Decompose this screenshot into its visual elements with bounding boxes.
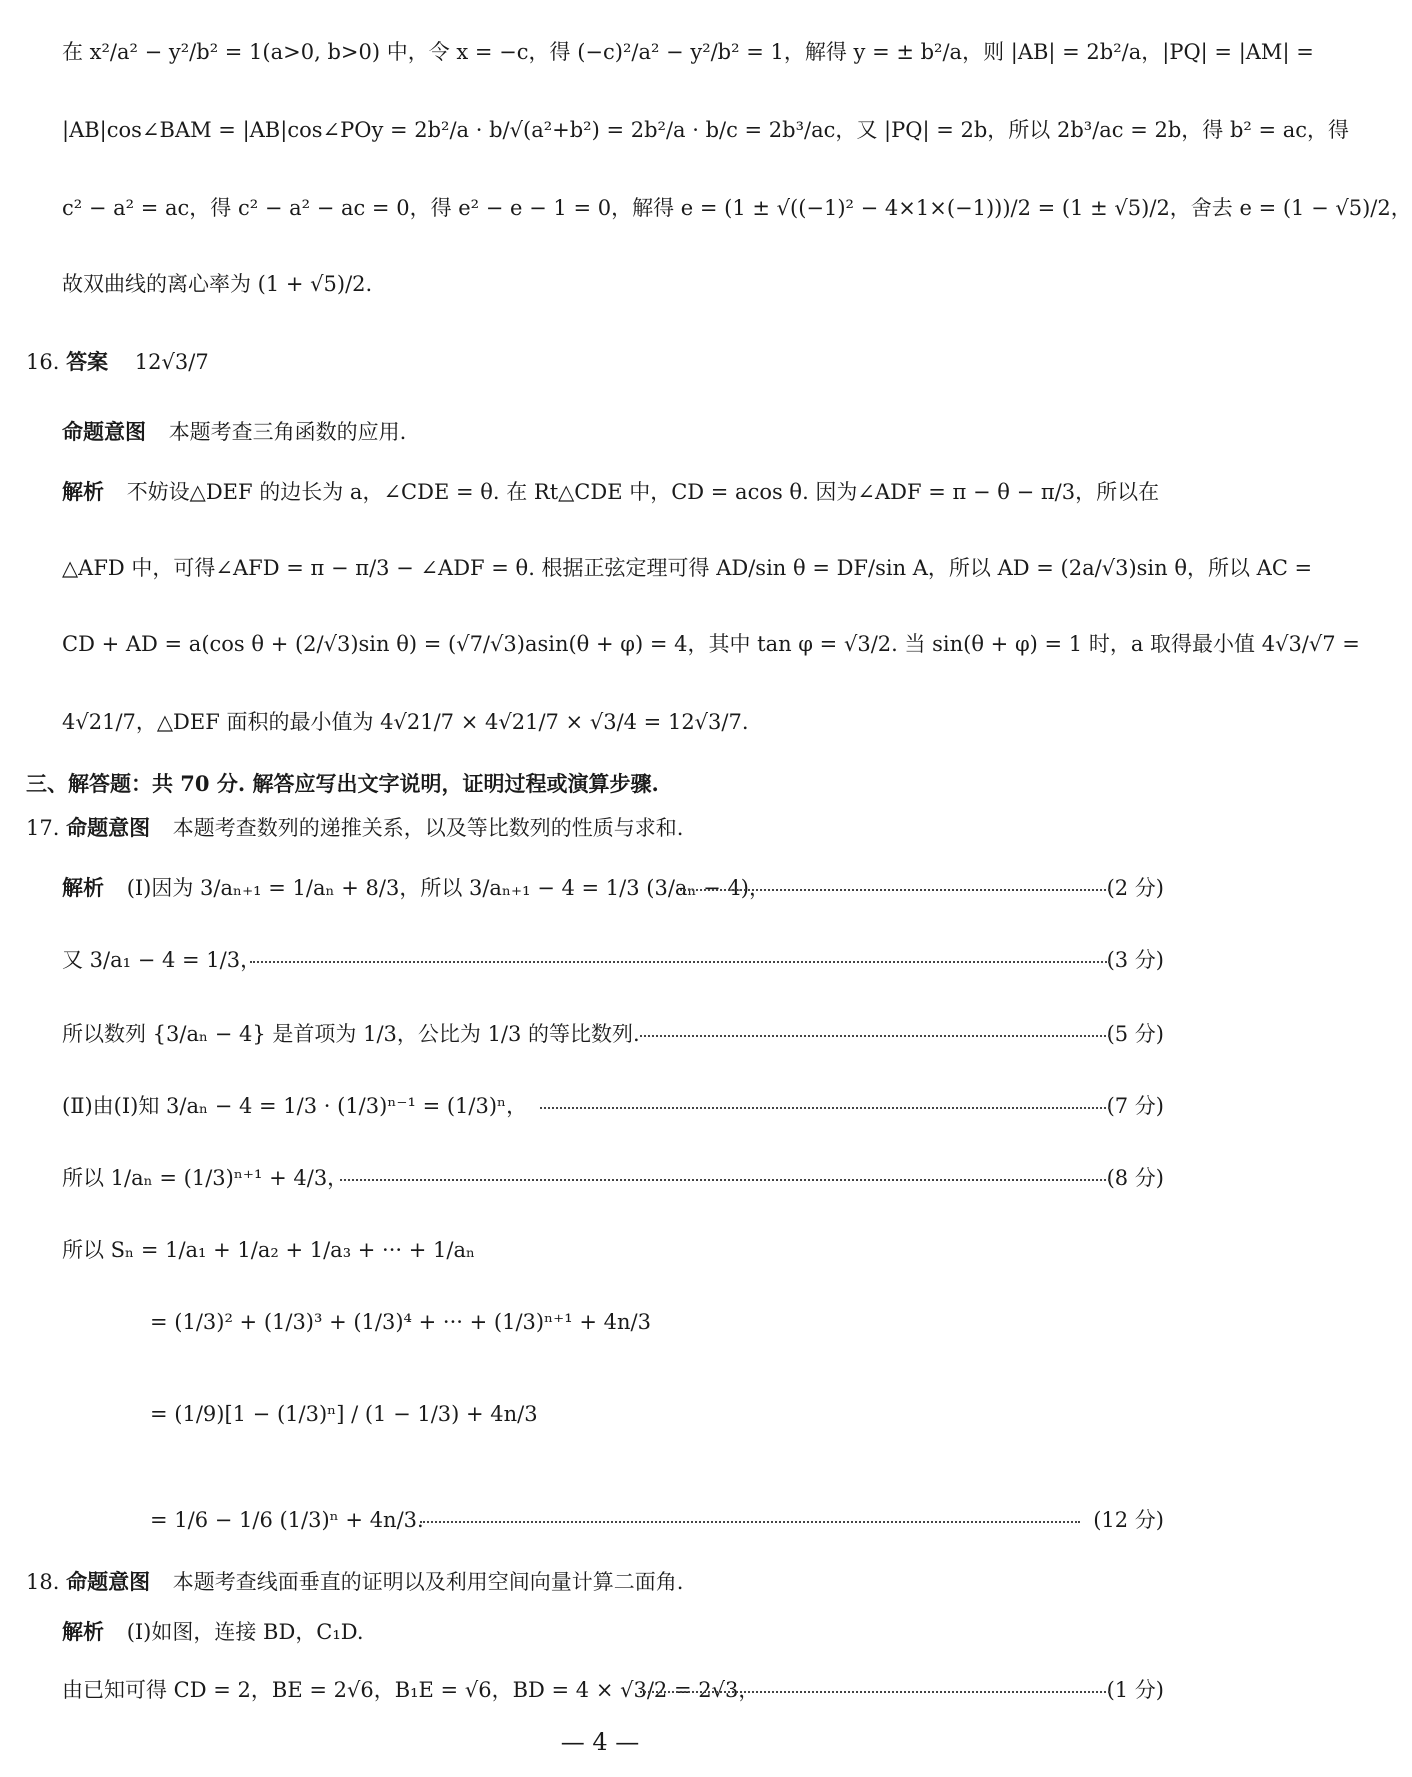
text-line: 4√21/7，△DEF 面积的最小值为 4√21/7 × 4√21/7 × √3/4 = 12√3/7. <box>62 710 749 734</box>
page-number: — 4 — <box>560 1728 640 1756</box>
step-text: (Ⅰ)如图，连接 BD，C₁D. <box>126 1620 364 1644</box>
score: (8 分) <box>1106 1166 1164 1190</box>
text-line: CD + AD = a(cos θ + (2/√3)sin θ) = (√7/√3)asin(θ + φ) = 4，其中 tan φ = √3/2. 当 sin(θ + φ) = 1 时，a 取得最小值 4√3/√7 = <box>62 632 1360 656</box>
question-17-step: 所以 Sₙ = 1/a₁ + 1/a₂ + 1/a₃ + ··· + 1/aₙ <box>62 1238 476 1262</box>
intent-text: 本题考查三角函数的应用. <box>168 420 407 444</box>
text-line: 在 x²/a² − y²/b² = 1(a>0, b>0) 中，令 x = −c，得 (−c)²/a² − y²/b² = 1，解得 y = ± b²/a，则 |AB| = 2b²/a，|PQ| = |AM| = <box>62 40 1314 64</box>
analysis-label: 解析 <box>62 479 104 504</box>
dot-leader <box>680 866 1110 910</box>
question-16-intent <box>62 410 406 454</box>
text-line: c² − a² = ac，得 c² − a² − ac = 0，得 e² − e − 1 = 0，解得 e = (1 ± √((−1)² − 4×1×(−1)))/2 = (1 ± √5)/2，舍去 e = (1 − √5)/2， <box>62 196 1412 220</box>
question-number: 16. <box>26 350 60 374</box>
score: (7 分) <box>1106 1094 1164 1118</box>
answer-label: 答案 <box>66 349 109 374</box>
question-17-step: 所以 1/aₙ = (1/3)ⁿ⁺¹ + 4/3， <box>62 1166 349 1190</box>
question-17-step: = (1/3)² + (1/3)³ + (1/3)⁴ + ··· + (1/3)ⁿ⁺¹ + 4n/3 <box>150 1310 651 1334</box>
question-17-step: 又 3/a₁ − 4 = 1/3， <box>62 948 262 972</box>
question-16-analysis <box>62 470 1159 514</box>
question-17-step: 所以数列 {3/aₙ − 4} 是首项为 1/3，公比为 1/3 的等比数列. <box>62 1022 640 1046</box>
step-text: (Ⅰ)因为 3/aₙ₊₁ = 1/aₙ + 8/3，所以 3/aₙ₊₁ − 4 = 1/3 (3/aₙ − 4)， <box>126 876 770 900</box>
dot-leader <box>340 1156 1110 1200</box>
question-17-step <box>62 866 770 910</box>
dot-leader <box>640 1012 1110 1056</box>
dot-leader <box>640 1668 1110 1712</box>
question-number: 17. <box>26 816 60 840</box>
intent-label: 命题意图 <box>62 419 146 444</box>
question-number: 18. <box>26 1570 60 1594</box>
score: (2 分) <box>1106 876 1164 900</box>
dot-leader <box>250 938 1110 982</box>
question-18-intent <box>26 1560 683 1604</box>
text-line: 故双曲线的离心率为 (1 + √5)/2. <box>62 272 373 296</box>
answer-value: 12√3/7 <box>134 350 209 374</box>
intent-label: 命题意图 <box>66 1569 151 1594</box>
analysis-label: 解析 <box>62 875 104 900</box>
intent-text: 本题考查数列的递推关系，以及等比数列的性质与求和. <box>172 816 684 840</box>
analysis-label: 解析 <box>62 1619 104 1644</box>
question-18-step <box>62 1610 364 1654</box>
question-17-step: = (1/9)[1 − (1/3)ⁿ] / (1 − 1/3) + 4n/3 <box>150 1402 538 1426</box>
question-17-intent <box>26 806 683 850</box>
text-line: △AFD 中，可得∠AFD = π − π/3 − ∠ADF = θ. 根据正弦定理可得 AD/sin θ = DF/sin A，所以 AD = (2a/√3)sin θ，所以 AC = <box>62 556 1313 580</box>
dot-leader <box>420 1498 1080 1542</box>
analysis-text: 不妨设△DEF 的边长为 a，∠CDE = θ. 在 Rt△CDE 中，CD = acos θ. 因为∠ADF = π − θ − π/3，所以在 <box>126 480 1160 504</box>
score: (12 分) <box>1093 1508 1164 1532</box>
intent-label: 命题意图 <box>66 815 151 840</box>
section-heading: 三、解答题：共 70 分. 解答应写出文字说明，证明过程或演算步骤. <box>26 771 659 796</box>
score: (1 分) <box>1106 1678 1164 1702</box>
question-17-step: (Ⅱ)由(Ⅰ)知 3/aₙ − 4 = 1/3 · (1/3)ⁿ⁻¹ = (1/3)ⁿ， <box>62 1094 528 1118</box>
score: (5 分) <box>1106 1022 1164 1046</box>
score: (3 分) <box>1106 948 1164 972</box>
question-16-answer <box>26 340 209 384</box>
dot-leader <box>540 1084 1110 1128</box>
question-17-step: = 1/6 − 1/6 (1/3)ⁿ + 4n/3. <box>150 1508 424 1532</box>
question-18-step: 由已知可得 CD = 2，BE = 2√6，B₁E = √6，BD = 4 × √3/2 = 2√3， <box>62 1678 760 1702</box>
text-line: |AB|cos∠BAM = |AB|cos∠POy = 2b²/a · b/√(a²+b²) = 2b²/a · b/c = 2b³/ac，又 |PQ| = 2b，所以 2b³/ac = 2b，得 b² = ac，得 <box>62 118 1350 142</box>
intent-text: 本题考查线面垂直的证明以及利用空间向量计算二面角. <box>172 1570 684 1594</box>
